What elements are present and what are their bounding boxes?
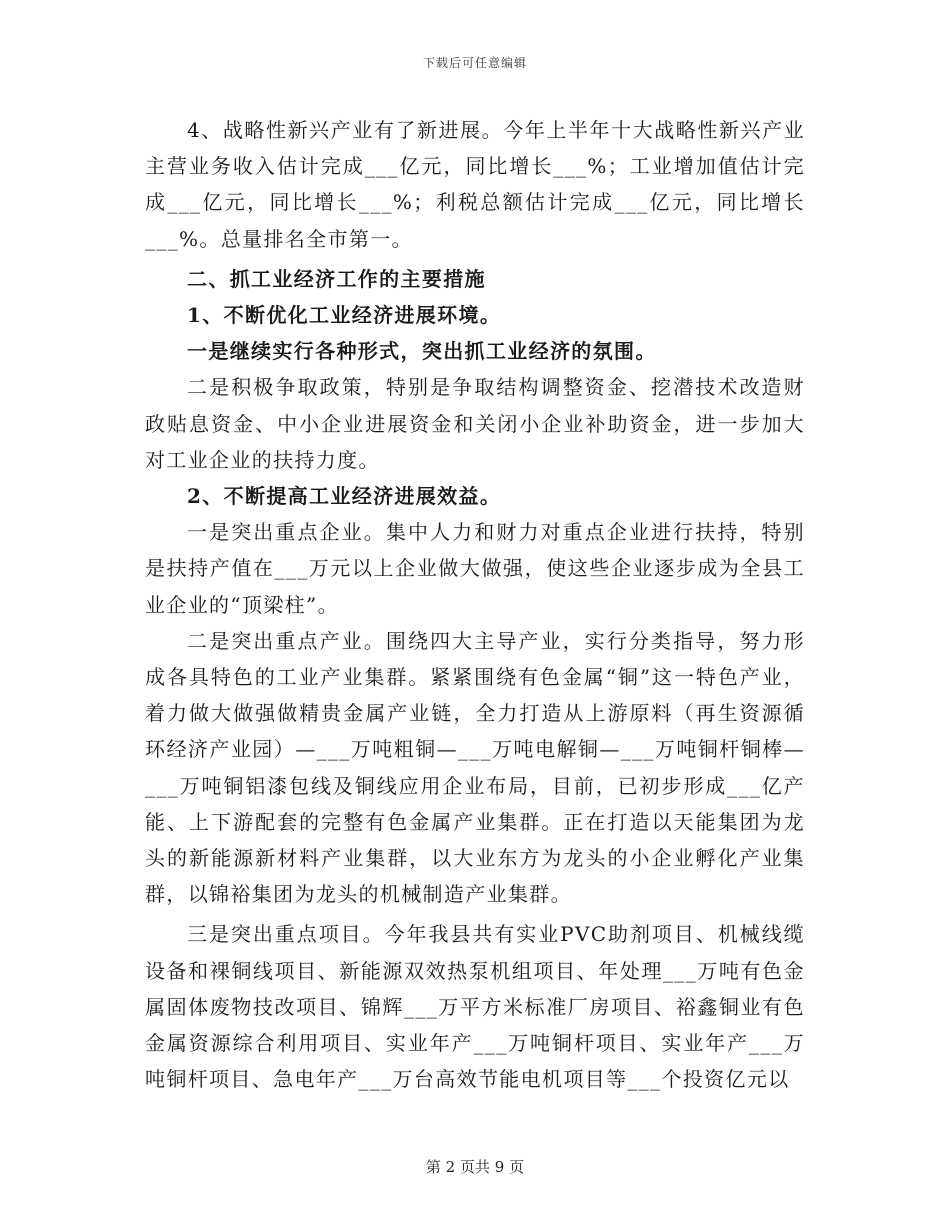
paragraph-key-enterprises: 一是突出重点企业。集中人力和财力对重点企业进行扶持，特别是扶持产值在___万元以上企业做大做强，使这些企业逐步成为全县工业企业的“顶梁柱”。 <box>145 520 805 617</box>
subheading-improve-efficiency: 2、不断提高工业经济进展效益。 <box>187 484 502 509</box>
page-header: 下载后可任意编辑 <box>422 56 527 70</box>
subheading-optimize-environment: 1、不断优化工业经济进展环境。 <box>187 303 502 328</box>
paragraph-emerging-industries: 4、战略性新兴产业有了新进展。今年上半年十大战略性新兴产业主营业务收入估计完成___亿元，同比增长___%；工业增加值估计完成___亿元，同比增长___%；利税总额估计完成___亿元，同比增长___%。总量排名全市第一。 <box>145 118 805 251</box>
document-body <box>145 112 805 1097</box>
paragraph-key-projects: 三是突出重点项目。今年我县共有实业PVC助剂项目、机械线缆设备和裸铜线项目、新能源双效热泵机组项目、年处理___万吨有色金属固体废物技改项目、锦辉___万平方米标准厂房项目、裕鑫铜业有色金属资源综合利用项目、实业年产___万吨铜杆项目、实业年产___万吨铜杆项目、急电年产___万台高效节能电机项目等___个投资亿元以 <box>145 922 805 1092</box>
page-number: 第 2 页共 9 页 <box>425 1158 525 1176</box>
paragraph-policy-support: 二是积极争取政策，特别是争取结构调整资金、挖潜技术改造财政贴息资金、中小企业进展资金和关闭小企业补助资金，进一步加大对工业企业的扶持力度。 <box>145 375 805 472</box>
paragraph-key-industries: 二是突出重点产业。围绕四大主导产业，实行分类指导，努力形成各具特色的工业产业集群。紧紧围绕有色金属“铜”这一特色产业，着力做大做强做精贵金属产业链，全力打造从上游原料（再生资源循环经济产业园）—___万吨粗铜—___万吨电解铜—___万吨铜杆铜棒—___万吨铜铝漆包线及铜线应用企业布局，目前，已初步形成___亿产能、上下游配套的完整有色金属产业集群。正在打造以天能集团为龙头的新能源新材料产业集群，以大业东方为龙头的小企业孵化产业集群，以锦裕集团为龙头的机械制造产业集群。 <box>145 628 805 907</box>
section-heading-main-measures: 二、抓工业经济工作的主要措施 <box>187 266 486 291</box>
subheading-atmosphere: 一是继续实行各种形式，突出抓工业经济的氛围。 <box>187 339 657 364</box>
